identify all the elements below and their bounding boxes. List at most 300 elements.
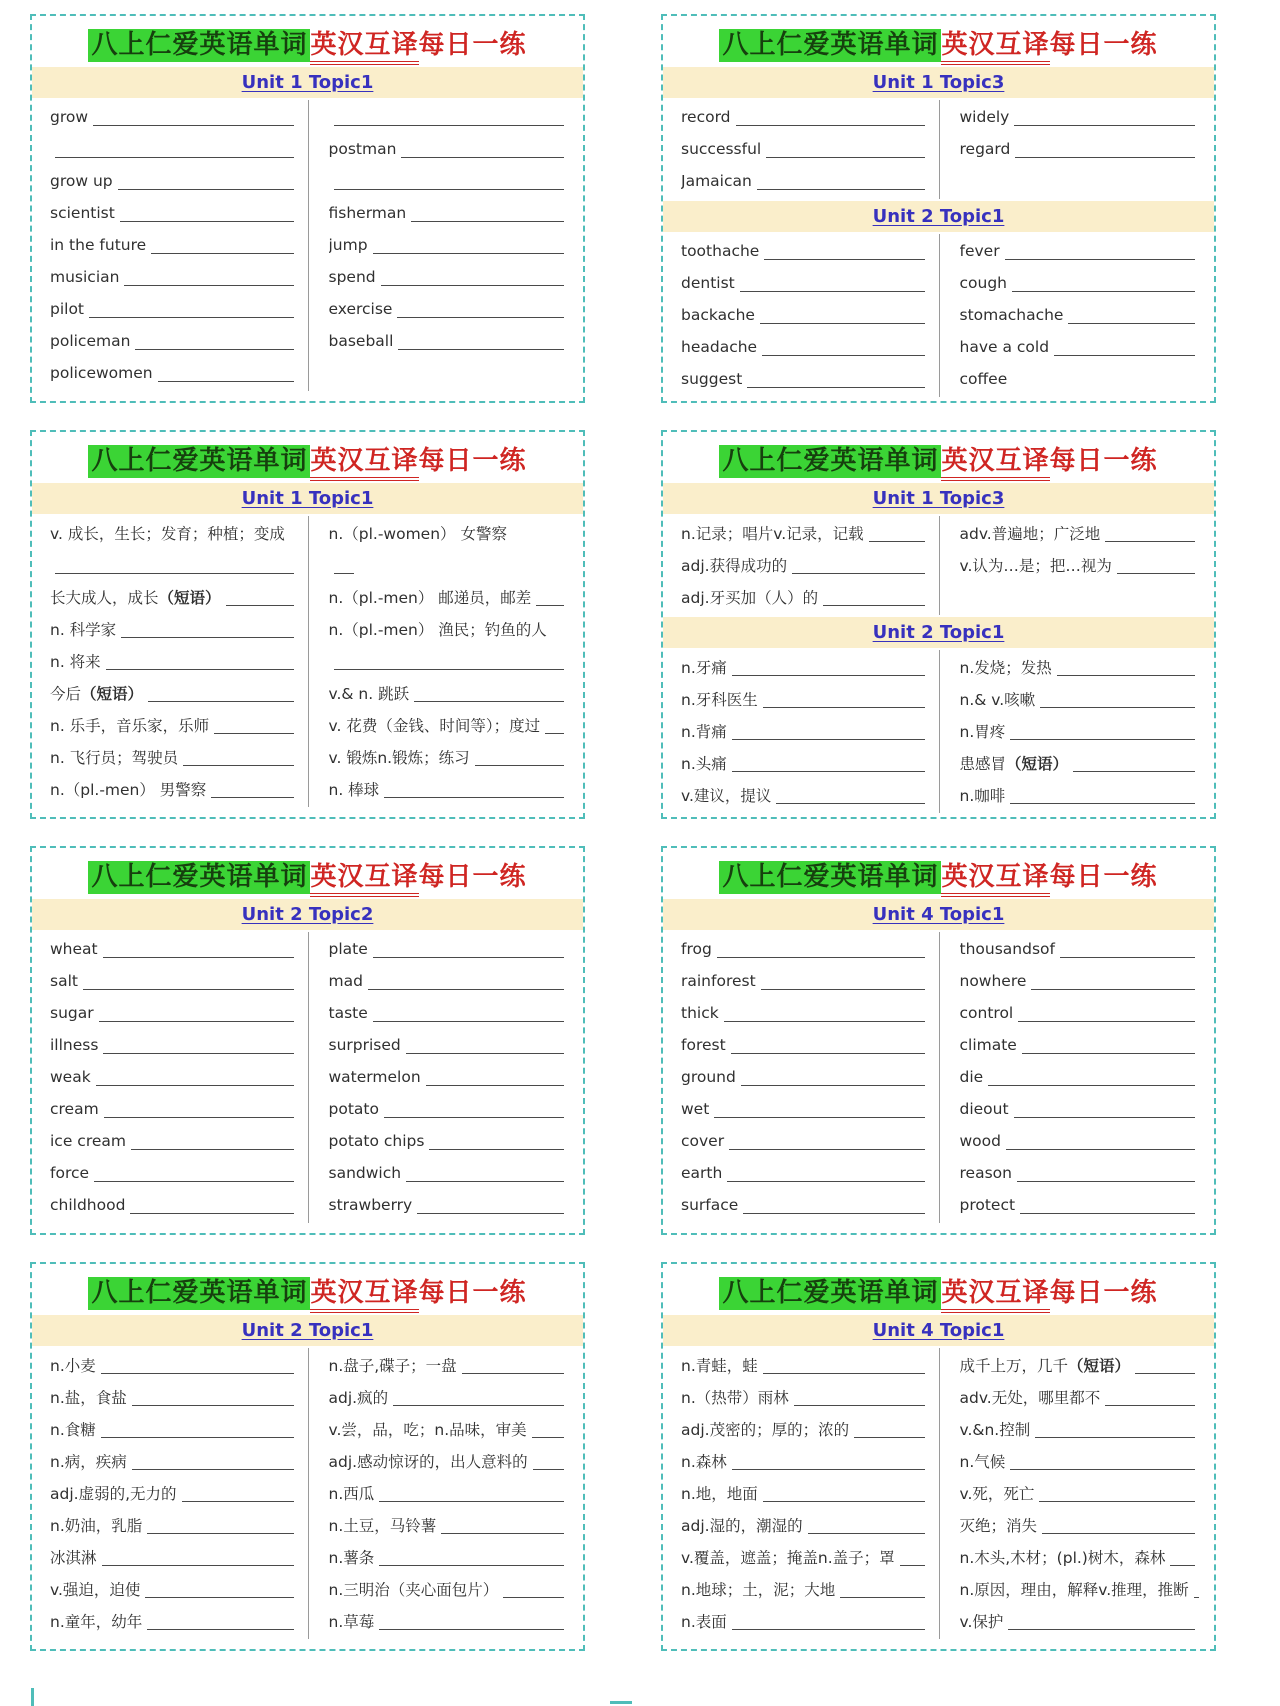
vocab-term: in the future <box>50 236 147 254</box>
answer-blank <box>426 1085 564 1086</box>
vocab-row <box>329 1061 569 1093</box>
vocab-column-left <box>663 100 939 199</box>
vocab-row <box>681 1477 929 1509</box>
answer-blank <box>414 701 564 702</box>
vocab-term: pilot <box>50 300 85 318</box>
vocab-term: n.（热带）雨林 <box>681 1389 789 1407</box>
vocab-row <box>329 1157 569 1189</box>
vocab-row <box>681 549 929 581</box>
title-red-tail: 每日一练 <box>1049 862 1158 892</box>
answer-blank <box>145 1597 293 1598</box>
vocab-term: postman <box>328 140 397 158</box>
vocab-row <box>50 1029 298 1061</box>
vocab-term: weak <box>50 1068 91 1086</box>
vocab-row <box>681 1029 929 1061</box>
vocab-row <box>329 1509 569 1541</box>
vocab-term: wet <box>681 1100 710 1118</box>
answer-blank <box>214 733 293 734</box>
vocab-row <box>681 331 929 363</box>
answer-blank <box>1073 771 1195 772</box>
title-red-tail: 每日一练 <box>1049 30 1158 60</box>
vocab-term: backache <box>681 306 755 324</box>
vocab-term: n.土豆，马铃薯 <box>328 1517 437 1535</box>
vocab-row <box>960 235 1200 267</box>
vocab-term: stomachache <box>959 306 1064 324</box>
vocab-grid <box>32 1346 583 1639</box>
vocab-row <box>329 613 569 645</box>
vocab-column-right <box>939 516 1215 615</box>
answer-blank <box>763 1373 925 1374</box>
topic-header <box>663 1315 1214 1346</box>
vocab-column-right <box>308 1348 584 1639</box>
answer-blank <box>761 989 925 990</box>
answer-blank <box>1194 1597 1199 1598</box>
answer-blank <box>429 1149 564 1150</box>
vocab-term: wheat <box>50 940 98 958</box>
vocab-row <box>50 1093 298 1125</box>
vocab-term: n.西瓜 <box>328 1485 375 1503</box>
vocab-term: n.背痛 <box>681 723 727 741</box>
vocab-term: v. 成长，生长；发育；种植；变成 <box>50 525 285 543</box>
vocab-row <box>50 1349 298 1381</box>
vocab-term: dieout <box>959 1100 1009 1118</box>
answer-blank <box>384 1117 564 1118</box>
vocab-term: adj.感动惊讶的，出人意料的 <box>328 1453 528 1471</box>
vocab-term: v.强迫，迫使 <box>50 1581 141 1599</box>
vocab-row <box>329 1093 569 1125</box>
answer-blank <box>393 1405 564 1406</box>
answer-blank <box>379 1501 564 1502</box>
vocab-column-left <box>663 932 939 1223</box>
vocab-row <box>681 1573 929 1605</box>
answer-blank <box>762 355 924 356</box>
answer-blank <box>732 675 925 676</box>
vocab-row <box>50 1477 298 1509</box>
answer-blank <box>757 189 925 190</box>
vocab-term: coffee <box>959 370 1008 388</box>
answer-blank <box>151 253 293 254</box>
answer-blank <box>743 1213 924 1214</box>
vocab-row <box>960 965 1200 997</box>
vocab-row <box>50 133 298 165</box>
vocab-row <box>960 1477 1200 1509</box>
vocab-term: 灭绝；消失 <box>959 1517 1038 1535</box>
answer-blank <box>732 771 925 772</box>
vocab-row <box>329 229 569 261</box>
vocab-row <box>960 1125 1200 1157</box>
vocab-row <box>50 1445 298 1477</box>
vocab-row <box>681 1509 929 1541</box>
vocab-term: n.森林 <box>681 1453 727 1471</box>
topic-label: Unit 1 Topic3 <box>872 488 1005 509</box>
vocab-row <box>681 133 929 165</box>
answer-blank <box>384 797 564 798</box>
answer-blank <box>96 1085 294 1086</box>
vocab-column-right <box>308 100 584 391</box>
answer-blank <box>379 1565 564 1566</box>
answer-blank <box>406 1181 564 1182</box>
vocab-term: 今后（短语） <box>50 685 144 703</box>
vocab-row <box>681 747 929 779</box>
vocab-row <box>960 1413 1200 1445</box>
vocab-row <box>50 325 298 357</box>
title-highlight: 八上仁爱英语单词 <box>719 1277 941 1310</box>
title-red-underlined: 英汉互译 <box>941 1278 1049 1313</box>
vocab-term: n.（pl.-men） 男警察 <box>50 781 207 799</box>
vocab-row <box>329 1413 569 1445</box>
vocab-term: n.盐，食盐 <box>50 1389 127 1407</box>
vocab-row <box>681 1413 929 1445</box>
vocab-term: v. 花费（金钱、时间等）；度过 <box>328 717 541 735</box>
vocab-row <box>960 1189 1200 1221</box>
worksheet-card <box>30 1262 585 1651</box>
vocab-row <box>329 933 569 965</box>
answer-blank <box>379 1629 564 1630</box>
vocab-column-left <box>663 650 939 813</box>
worksheet-title <box>663 857 1214 897</box>
vocab-row <box>960 747 1200 779</box>
vocab-row <box>681 997 929 1029</box>
vocab-row <box>960 683 1200 715</box>
vocab-term: widely <box>959 108 1010 126</box>
vocab-term: surprised <box>328 1036 401 1054</box>
title-highlight: 八上仁爱英语单词 <box>88 445 310 478</box>
topic-header <box>32 1315 583 1346</box>
topic-label: Unit 4 Topic1 <box>872 1320 1005 1341</box>
vocab-row <box>681 651 929 683</box>
vocab-term: n.盘子,碟子；一盘 <box>328 1357 457 1375</box>
vocab-row <box>681 267 929 299</box>
vocab-term: adv.普遍地；广泛地 <box>959 525 1101 543</box>
vocab-term: strawberry <box>328 1196 413 1214</box>
vocab-term: n.草莓 <box>328 1613 375 1631</box>
vocab-term: fisherman <box>328 204 407 222</box>
vocab-row <box>960 1541 1200 1573</box>
answer-blank <box>1117 573 1195 574</box>
vocab-term: n.原因，理由，解释v.推理，推断 <box>959 1581 1189 1599</box>
title-red-tail: 每日一练 <box>418 1278 527 1308</box>
vocab-term: adj.虚弱的,无力的 <box>50 1485 177 1503</box>
vocab-term: jump <box>328 236 368 254</box>
answer-blank <box>475 765 564 766</box>
vocab-column-right <box>939 1348 1215 1639</box>
vocab-row <box>960 101 1200 133</box>
title-highlight: 八上仁爱英语单词 <box>88 861 310 894</box>
worksheet-title <box>32 1273 583 1313</box>
vocab-term: Jamaican <box>681 172 752 190</box>
topic-header <box>663 617 1214 648</box>
vocab-term: n. 将来 <box>50 653 101 671</box>
vocab-grid <box>663 98 1214 199</box>
answer-blank <box>131 1149 294 1150</box>
vocab-column-left <box>32 516 308 807</box>
vocab-row <box>329 517 569 549</box>
vocab-term: forest <box>681 1036 726 1054</box>
vocab-row <box>960 1573 1200 1605</box>
answer-blank <box>417 1213 564 1214</box>
answer-blank <box>854 1437 924 1438</box>
vocab-row <box>960 1509 1200 1541</box>
answer-blank <box>130 1213 293 1214</box>
vocab-column-right <box>308 516 584 807</box>
vocab-term: n.咖啡 <box>959 787 1006 805</box>
vocab-row <box>50 197 298 229</box>
vocab-row <box>681 1125 929 1157</box>
vocab-column-left <box>32 932 308 1223</box>
vocab-row <box>50 1157 298 1189</box>
vocab-row <box>50 517 298 549</box>
vocab-term: ground <box>681 1068 736 1086</box>
topic-header <box>32 67 583 98</box>
vocab-term: 患感冒（短语） <box>959 755 1069 773</box>
vocab-term: sandwich <box>328 1164 402 1182</box>
answer-blank <box>747 387 924 388</box>
answer-blank <box>1006 1149 1195 1150</box>
answer-blank <box>158 381 294 382</box>
vocab-row <box>960 517 1200 549</box>
answer-blank <box>1039 1501 1195 1502</box>
vocab-term: ice cream <box>50 1132 126 1150</box>
vocab-row <box>50 101 298 133</box>
answer-blank <box>1005 259 1195 260</box>
vocab-term: n.发烧；发热 <box>959 659 1052 677</box>
vocab-term: n.病，疾病 <box>50 1453 127 1471</box>
vocab-term: baseball <box>328 332 394 350</box>
answer-blank <box>808 1533 925 1534</box>
answer-blank <box>763 707 925 708</box>
answer-blank <box>101 1437 294 1438</box>
vocab-row <box>329 1349 569 1381</box>
vocab-term: exercise <box>328 300 393 318</box>
vocab-term: cream <box>50 1100 99 1118</box>
vocab-term: control <box>959 1004 1014 1022</box>
answer-blank <box>900 1565 925 1566</box>
vocab-row <box>960 1061 1200 1093</box>
vocab-row <box>50 613 298 645</box>
vocab-row <box>329 773 569 805</box>
vocab-term: mad <box>328 972 363 990</box>
vocab-row <box>681 101 929 133</box>
worksheet-card <box>30 14 585 403</box>
topic-label: Unit 1 Topic1 <box>241 72 374 93</box>
vocab-row <box>329 645 569 677</box>
vocab-column-right <box>939 650 1215 813</box>
vocab-row <box>960 779 1200 811</box>
vocab-row <box>329 1605 569 1637</box>
vocab-row <box>329 1541 569 1573</box>
vocab-term: n.表面 <box>681 1613 727 1631</box>
answer-blank <box>1035 1437 1195 1438</box>
answer-blank <box>55 157 294 158</box>
vocab-row <box>681 1605 929 1637</box>
vocab-grid <box>663 1346 1214 1639</box>
vocab-grid <box>32 98 583 391</box>
vocab-grid <box>663 232 1214 397</box>
vocab-row <box>329 549 569 581</box>
answer-blank <box>1020 1213 1195 1214</box>
vocab-row <box>681 235 929 267</box>
answer-blank <box>373 957 564 958</box>
vocab-row <box>960 133 1200 165</box>
vocab-row <box>960 549 1200 581</box>
vocab-term: salt <box>50 972 78 990</box>
vocab-term: headache <box>681 338 758 356</box>
vocab-row <box>329 997 569 1029</box>
vocab-row <box>681 1349 929 1381</box>
vocab-row <box>960 651 1200 683</box>
vocab-grid <box>663 648 1214 813</box>
title-highlight: 八上仁爱英语单词 <box>88 29 310 62</box>
vocab-term: n.气候 <box>959 1453 1006 1471</box>
answer-blank <box>764 259 924 260</box>
vocab-grid <box>663 930 1214 1223</box>
answer-blank <box>406 1053 564 1054</box>
vocab-term: n.青蛙，蛙 <box>681 1357 758 1375</box>
vocab-term: potato <box>328 1100 379 1118</box>
vocab-term: cough <box>959 274 1007 292</box>
answer-blank <box>729 1149 924 1150</box>
vocab-term: n.奶油，乳脂 <box>50 1517 143 1535</box>
vocab-row <box>50 677 298 709</box>
answer-blank <box>106 669 294 670</box>
vocab-row <box>50 773 298 805</box>
vocab-row <box>960 1349 1200 1381</box>
answer-blank <box>732 1469 925 1470</box>
answer-blank <box>1014 1117 1195 1118</box>
vocab-term: thousandsof <box>959 940 1055 958</box>
vocab-term: grow up <box>50 172 113 190</box>
vocab-column-left <box>663 1348 939 1639</box>
vocab-term: n.头痛 <box>681 755 727 773</box>
vocab-term: n.地球；土，泥；大地 <box>681 1581 836 1599</box>
worksheet-card <box>661 846 1216 1235</box>
worksheet-card <box>30 430 585 819</box>
answer-blank <box>83 989 294 990</box>
vocab-term: grow <box>50 108 89 126</box>
vocab-row <box>681 1381 929 1413</box>
vocab-row <box>681 165 929 197</box>
answer-blank <box>1170 1565 1195 1566</box>
title-red-underlined: 英汉互译 <box>941 30 1049 65</box>
answer-blank <box>731 1053 925 1054</box>
vocab-row <box>960 933 1200 965</box>
answer-blank <box>533 1469 564 1470</box>
vocab-row <box>329 197 569 229</box>
answer-blank <box>503 1597 564 1598</box>
answer-blank <box>147 1533 293 1534</box>
vocab-row <box>681 363 929 395</box>
vocab-row <box>329 1477 569 1509</box>
answer-blank <box>104 1117 294 1118</box>
answer-blank <box>147 1629 293 1630</box>
topic-label: Unit 2 Topic1 <box>241 1320 374 1341</box>
vocab-row <box>329 1189 569 1221</box>
vocab-row <box>681 779 929 811</box>
answer-blank <box>120 221 294 222</box>
vocab-row <box>329 1029 569 1061</box>
vocab-term: 长大成人，成长（短语） <box>50 589 221 607</box>
vocab-term: potato chips <box>328 1132 425 1150</box>
worksheet-title <box>32 441 583 481</box>
vocab-row <box>50 1573 298 1605</box>
answer-blank <box>398 349 564 350</box>
answer-blank <box>766 157 924 158</box>
vocab-term: n.地，地面 <box>681 1485 758 1503</box>
vocab-row <box>50 1509 298 1541</box>
vocab-row <box>960 1445 1200 1477</box>
vocab-row <box>681 1189 929 1221</box>
worksheet-card <box>661 430 1216 819</box>
vocab-term: cover <box>681 1132 725 1150</box>
answer-blank <box>373 253 564 254</box>
vocab-row <box>960 299 1200 331</box>
vocab-row <box>329 261 569 293</box>
answer-blank <box>132 1405 294 1406</box>
vocab-row <box>329 1381 569 1413</box>
vocab-row <box>50 549 298 581</box>
vocab-term: v. 锻炼n.锻炼；练习 <box>328 749 470 767</box>
topic-label: Unit 2 Topic2 <box>241 904 374 925</box>
topic-header <box>663 899 1214 930</box>
vocab-row <box>960 581 1200 613</box>
answer-blank <box>381 285 564 286</box>
answer-blank <box>1010 1469 1195 1470</box>
answer-blank <box>411 221 564 222</box>
answer-blank <box>1135 1373 1195 1374</box>
answer-blank <box>441 1533 564 1534</box>
title-highlight: 八上仁爱英语单词 <box>88 1277 310 1310</box>
worksheet-card <box>661 14 1216 403</box>
title-red-tail: 每日一练 <box>1049 446 1158 476</box>
vocab-row <box>50 1541 298 1573</box>
vocab-column-left <box>32 100 308 391</box>
answer-blank <box>732 739 925 740</box>
worksheet-card <box>30 846 585 1235</box>
vocab-row <box>960 331 1200 363</box>
vocab-term: adj.获得成功的 <box>681 557 788 575</box>
answer-blank <box>1060 957 1195 958</box>
answer-blank <box>211 797 293 798</box>
answer-blank <box>401 157 564 158</box>
vocab-row <box>50 741 298 773</box>
answer-blank <box>736 125 925 126</box>
vocab-term: n.三明治（夹心面包片） <box>328 1581 499 1599</box>
vocab-term: 冰淇淋 <box>50 1549 97 1567</box>
vocab-row <box>329 357 569 389</box>
title-highlight: 八上仁爱英语单词 <box>719 861 941 894</box>
vocab-term: v.认为…是；把…视为 <box>959 557 1112 575</box>
answer-blank <box>727 1181 924 1182</box>
vocab-row <box>329 581 569 613</box>
vocab-row <box>681 1541 929 1573</box>
vocab-row <box>960 267 1200 299</box>
answer-blank <box>55 573 294 574</box>
vocab-term: dentist <box>681 274 735 292</box>
vocab-term: policeman <box>50 332 131 350</box>
answer-blank <box>545 733 564 734</box>
answer-blank <box>1017 1181 1195 1182</box>
answer-blank <box>102 1565 294 1566</box>
vocab-row <box>681 1093 929 1125</box>
vocab-row <box>50 165 298 197</box>
answer-blank <box>1040 707 1195 708</box>
answer-blank <box>823 605 924 606</box>
vocab-row <box>681 715 929 747</box>
vocab-row <box>329 165 569 197</box>
vocab-term: v.死，死亡 <box>959 1485 1035 1503</box>
answer-blank <box>724 1021 925 1022</box>
vocab-term: n.小麦 <box>50 1357 96 1375</box>
